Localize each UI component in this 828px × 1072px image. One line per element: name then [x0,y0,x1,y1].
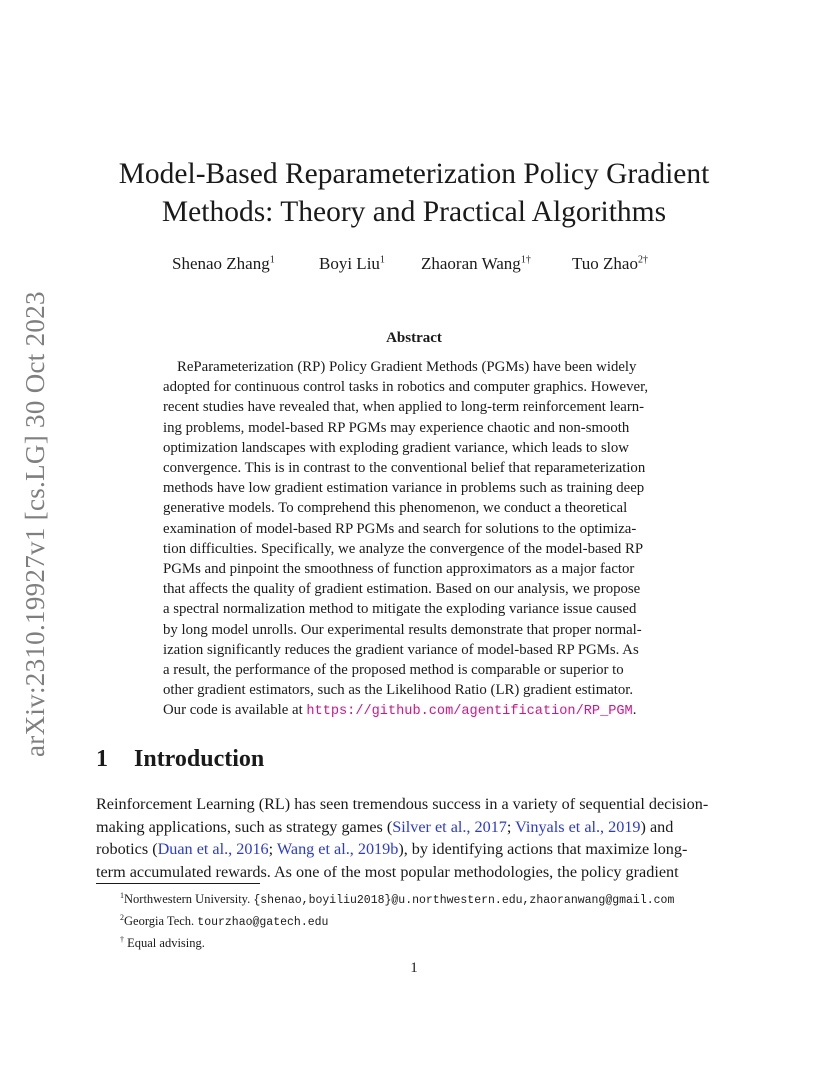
footnote-2 [120,909,674,931]
abstract-line: PGMs and pinpoint the smoothness of function approximators as a major factor [163,561,635,578]
abstract-line: methods have low gradient estimation variance in problems such as training deep [163,480,645,497]
footnote-separator [96,883,260,884]
author-1 [172,254,275,274]
abstract-line: generative models. To comprehend this phenomenon, we conduct a theoretical [163,500,628,517]
intro-line: Reinforcement Learning (RL) has seen tremendous success in a variety of sequential decision- [96,795,709,813]
introduction-paragraph [96,793,736,883]
author-name: Shenao Zhang [172,254,270,273]
abstract-line: optimization landscapes with exploding gradient variance, which leads to slow [163,439,629,456]
abstract-line: ReParameterization (RP) Policy Gradient Methods (PGMs) have been widely [177,359,637,375]
intro-text: ; [506,817,516,836]
abstract-line: a result, the performance of the proposed method is comparable or superior to [163,662,624,679]
intro-text: ; [268,840,277,859]
abstract-last-line [163,700,665,722]
title-line-1: Model-Based Reparameterization Policy Gradient [118,158,710,190]
footnote-1 [120,887,674,909]
citation-link[interactable]: Duan et al., 2016 [157,840,269,859]
footnote-email: tourzhao@gatech.edu [197,916,329,930]
footnote-text: Georgia Tech. [124,914,198,929]
abstract-heading: Abstract [386,330,442,346]
footnote-mark: † [120,935,124,945]
title-line-2: Methods: Theory and Practical Algorithms [161,196,667,228]
intro-line: term accumulated rewards. As one of the most popular methodologies, the policy gradient [96,862,679,881]
abstract-line: by long model unrolls. Our experimental results demonstrate that proper normal- [163,621,642,638]
author-affiliation-mark: 1 [269,254,275,266]
abstract-line: ization significantly reduces the gradient variance of model-based RP PGMs. As [163,641,639,658]
author-4 [572,254,648,274]
author-affiliation-mark: 2† [637,254,648,266]
code-availability-text: Our code is available at [163,702,307,719]
author-name: Zhaoran Wang [421,254,521,273]
author-name: Boyi Liu [319,254,380,273]
code-repository-link[interactable]: https://github.com/agentification/RP_PGM [306,704,633,720]
citation-link[interactable]: Silver et al., 2017 [392,817,507,836]
section-heading-introduction [96,746,264,773]
footnote-3 [120,931,674,952]
footnotes [120,887,674,952]
intro-line [96,838,736,861]
author-name: Tuo Zhao [572,254,638,273]
author-2 [319,254,385,274]
footnote-mark: 2 [120,913,124,923]
paper-title [96,155,732,231]
page-number: 1 [410,960,418,976]
footnote-mark: 1 [120,891,124,900]
author-affiliation-mark: 1 [379,254,385,266]
author-3 [421,254,531,274]
abstract-body [163,357,665,723]
abstract-line: a spectral normalization method to mitigate the exploding variance issue caused [163,601,637,618]
footnote-text: Equal advising. [124,936,205,951]
abstract-line: adopted for continuous control tasks in robotics and computer graphics. However, [163,379,649,396]
abstract-line: examination of model-based RP PGMs and search for solutions to the optimiza- [163,520,637,537]
citation-link[interactable]: Vinyals et al., 2019 [515,817,641,836]
abstract-line: other gradient estimators, such as the Likelihood Ratio (LR) gradient estimator. [163,682,634,699]
period: . [632,702,637,719]
abstract-line: ing problems, model-based RP PGMs may experience chaotic and non-smooth [163,419,630,436]
arxiv-side-identifier: arXiv:2310.19927v1 [cs.LG] 30 Oct 2023 [20,291,50,757]
footnote-text: Northwestern University. [124,892,254,907]
intro-text: making applications, such as strategy games ( [96,817,393,836]
intro-text: robotics ( [96,840,158,859]
abstract-line: convergence. This is in contrast to the conventional belief that reparameterization [163,460,646,477]
abstract-line: that affects the quality of gradient estimation. Based on our analysis, we propose [163,581,641,598]
abstract-line: tion difficulties. Specifically, we analyze the convergence of the model-based RP [163,540,644,557]
intro-text: ) and [640,817,674,836]
section-number: 1 [96,746,108,772]
author-affiliation-mark: 1† [520,254,531,266]
section-title: Introduction [134,746,265,772]
citation-link[interactable]: Wang et al., 2019b [276,840,399,859]
intro-text: ), by identifying actions that maximize long- [398,840,688,859]
intro-line [96,816,736,839]
footnote-email: {shenao,boyiliu2018}@u.northwestern.edu,zhaoranwang@gmail.com [253,894,675,908]
abstract-line: recent studies have revealed that, when applied to long-term reinforcement learn- [163,399,645,416]
